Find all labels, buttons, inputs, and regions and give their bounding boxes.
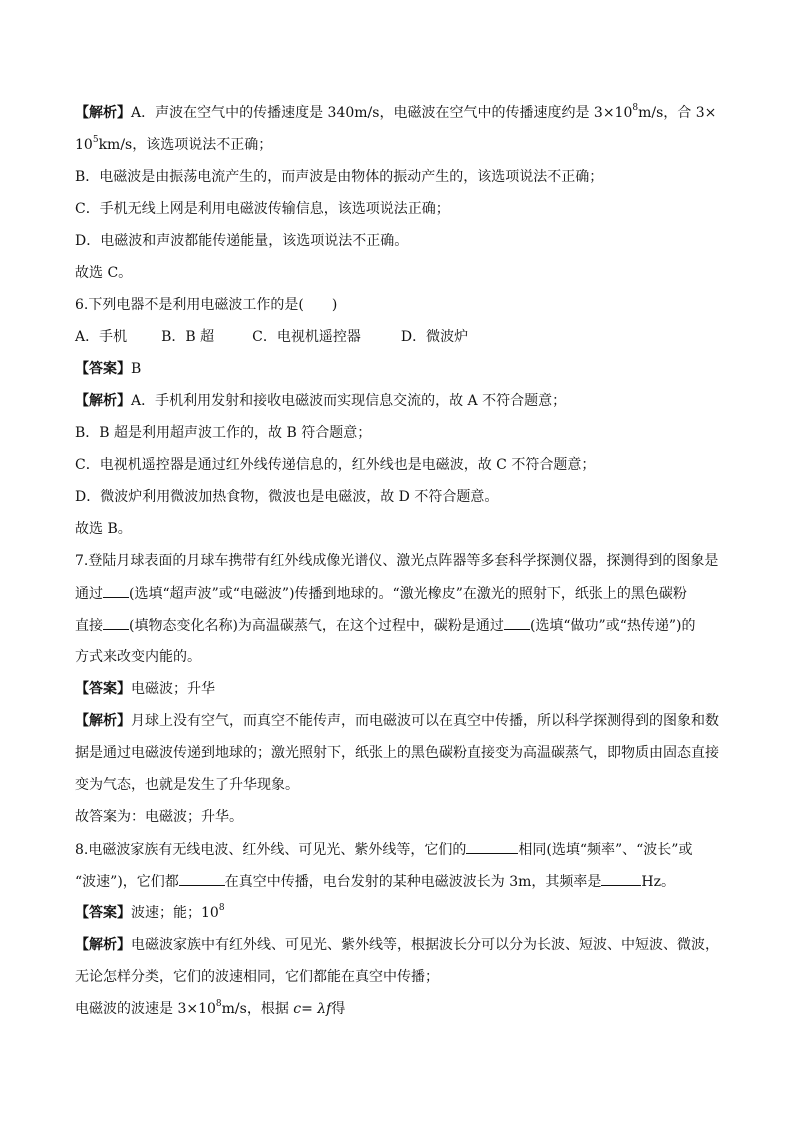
text-line: 直接 (填物态变化名称)为高温碳蒸气，在这个过程中，碳粉是通过 (选填“做功”或“热传递”)的 (75, 615, 696, 636)
text-line: 通过 (选填“超声波”或“电磁波”)传播到地球的。“激光橡皮”在激光的照射下，纸张上的黑色碳粉 (75, 583, 687, 604)
answer-6: 【答案】B (75, 361, 142, 377)
text-line: D．微波炉利用微波加热食物，微波也是电磁波，故 D 不符合题意。 (75, 489, 499, 505)
text-line: 电磁波的波速是 $3\times 10^8m/s$，根据 c= λf得 (75, 999, 346, 1017)
fill-blank (601, 871, 641, 886)
question-8: 8.电磁波家族有无线电波、红外线、可见光、紫外线等，它们的 相同(选填“频率”、“波长”或 (75, 839, 692, 860)
fill-blank (103, 583, 129, 598)
analysis-7: 【解析】月球上没有空气，而真空不能传声，而电磁波可以在真空中传播，所以科学探测得到的图象和数 (75, 713, 719, 729)
fill-blank (103, 615, 129, 630)
text-line: 故答案为：电磁波；升华。 (75, 809, 243, 825)
option-b: B．B 超 (161, 329, 215, 345)
question-7: 7.登陆月球表面的月球车携带有红外线成像光谱仪、激光点阵器等多套科学探测仪器，探测得到的图象是 (75, 553, 719, 569)
analysis-8: 【解析】电磁波家族中有红外线、可见光、紫外线等，根据波长分可以分为长波、短波、中短波、微波， (75, 937, 719, 953)
answer-7: 【答案】电磁波；升华 (75, 681, 215, 697)
text-line: C．电视机遥控器是通过红外线传递信息的，红外线也是电磁波，故 C 不符合题意； (75, 457, 596, 473)
text-line: 据是通过电磁波传递到地球的；激光照射下，纸张上的黑色碳粉直接变为高温碳蒸气，即物质由固态直接 (75, 745, 719, 761)
option-a: A．手机 (75, 329, 128, 345)
formula: c= λf (293, 1001, 332, 1017)
text-line: 方式来改变内能的。 (75, 649, 201, 665)
answer-8: 【答案】波速；能；$10^8$ (75, 903, 225, 921)
text-line: B．B 超是利用超声波工作的，故 B 符合题意； (75, 425, 372, 441)
question-6: 6.下列电器不是利用电磁波工作的是( ) (75, 297, 338, 313)
analysis-6: 【解析】A．手机利用发射和接收电磁波而实现信息交流的，故 A 不符合题意； (75, 393, 567, 409)
option-c: C．电视机遥控器 (252, 329, 361, 345)
text-line: C．手机无线上网是利用电磁波传输信息，该选项说法正确； (75, 201, 450, 217)
text-line: 无论怎样分类，它们的波速相同，它们都能在真空中传播； (75, 969, 439, 985)
text-line: “波速”)，它们都 在真空中传播，电台发射的某种电磁波波长为 3m，其频率是 Hz。 (75, 871, 675, 892)
analysis-line-5: 【解析】A．声波在空气中的传播速度是 340m/s，电磁波在空气中的传播速度约是 $3\times 10^8m/s$，合 3× (75, 103, 717, 121)
text-line: 故选 C。 (75, 265, 133, 281)
text-line: 变为气态，也就是发生了升华现象。 (75, 777, 299, 793)
option-d: D．微波炉 (400, 329, 469, 345)
question-6-options (75, 327, 468, 347)
fill-blank (179, 871, 225, 886)
fill-blank (504, 615, 530, 630)
fill-blank (466, 839, 518, 854)
text-line: D．电磁波和声波都能传递能量，该选项说法不正确。 (75, 233, 409, 249)
text-line: B．电磁波是由振荡电流产生的，而声波是由物体的振动产生的，该选项说法不正确； (75, 169, 604, 185)
text-line: 故选 B。 (75, 521, 132, 537)
text-line: $10^5km/s$，该选项说法不正确； (75, 135, 273, 153)
